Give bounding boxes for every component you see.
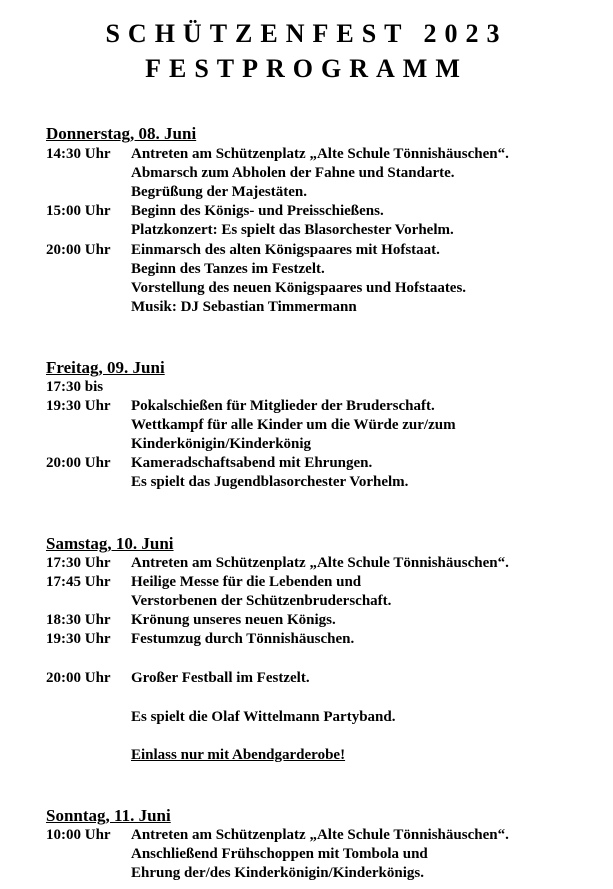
day-heading-saturday: Samstag, 10. Juni xyxy=(46,534,174,553)
event-text: Antreten am Schützenplatz „Alte Schule Tönnishäuschen“. xyxy=(131,146,509,162)
event-text: Festumzug durch Tönnishäuschen. xyxy=(131,631,355,647)
event-text: Anschließend Frühschoppen mit Tombola und xyxy=(131,846,428,862)
time-label: 19:30 Uhr xyxy=(46,398,111,414)
time-label: 20:00 Uhr xyxy=(46,670,111,686)
event-text: Beginn des Tanzes im Festzelt. xyxy=(131,261,325,277)
time-label: 17:30 Uhr xyxy=(46,555,111,571)
event-text: Platzkonzert: Es spielt das Blasorchester Vorhelm. xyxy=(131,222,454,238)
time-label: 19:30 Uhr xyxy=(46,631,111,647)
time-label: 15:00 Uhr xyxy=(46,203,111,219)
event-text: Großer Festball im Festzelt. xyxy=(131,670,310,686)
time-label: 14:30 Uhr xyxy=(46,146,111,162)
time-label: 20:00 Uhr xyxy=(46,455,111,471)
day-heading-thursday: Donnerstag, 08. Juni xyxy=(46,124,197,143)
event-text: Wettkampf für alle Kinder um die Würde zur/zum xyxy=(131,417,456,433)
day-heading-friday: Freitag, 09. Juni xyxy=(46,358,165,377)
event-text: Verstorbenen der Schützenbruderschaft. xyxy=(131,593,392,609)
event-text: Kinderkönigin/Kinderkönig xyxy=(131,436,312,452)
time-label: 10:00 Uhr xyxy=(46,827,111,843)
time-label: 18:30 Uhr xyxy=(46,612,111,628)
title-line-2: FESTPROGRAMM xyxy=(145,54,468,83)
event-text: Musik: DJ Sebastian Timmermann xyxy=(131,299,357,315)
event-text: Krönung unseres neuen Königs. xyxy=(131,612,336,628)
event-text: Es spielt das Jugendblasorchester Vorhelm. xyxy=(131,474,409,490)
day-heading-sunday: Sonntag, 11. Juni xyxy=(46,806,171,825)
event-text: Kameradschaftsabend mit Ehrungen. xyxy=(131,455,373,471)
time-label: 17:30 bis xyxy=(46,379,104,395)
event-text: Ehrung der/des Kinderkönigin/Kinderkönigs. xyxy=(131,865,424,881)
event-text: Antreten am Schützenplatz „Alte Schule Tönnishäuschen“. xyxy=(131,827,509,843)
time-label: 17:45 Uhr xyxy=(46,574,111,590)
event-text: Es spielt die Olaf Wittelmann Partyband. xyxy=(131,709,396,725)
title-line-1: SCHÜTZENFEST 2023 xyxy=(105,19,508,48)
event-text: Vorstellung des neuen Königspaares und Hofstaates. xyxy=(131,280,467,296)
event-text: Antreten am Schützenplatz „Alte Schule Tönnishäuschen“. xyxy=(131,555,509,571)
event-text: Abmarsch zum Abholen der Fahne und Standarte. xyxy=(131,165,455,181)
event-text: Pokalschießen für Mitglieder der Bruderschaft. xyxy=(131,398,435,414)
dress-code-note: Einlass nur mit Abendgarderobe! xyxy=(131,747,346,763)
event-text: Beginn des Königs- und Preisschießens. xyxy=(131,203,384,219)
event-text: Einmarsch des alten Königspaares mit Hofstaat. xyxy=(131,242,440,258)
time-label: 20:00 Uhr xyxy=(46,242,111,258)
event-text: Heilige Messe für die Lebenden und xyxy=(131,574,362,590)
event-text: Begrüßung der Majestäten. xyxy=(131,184,307,200)
